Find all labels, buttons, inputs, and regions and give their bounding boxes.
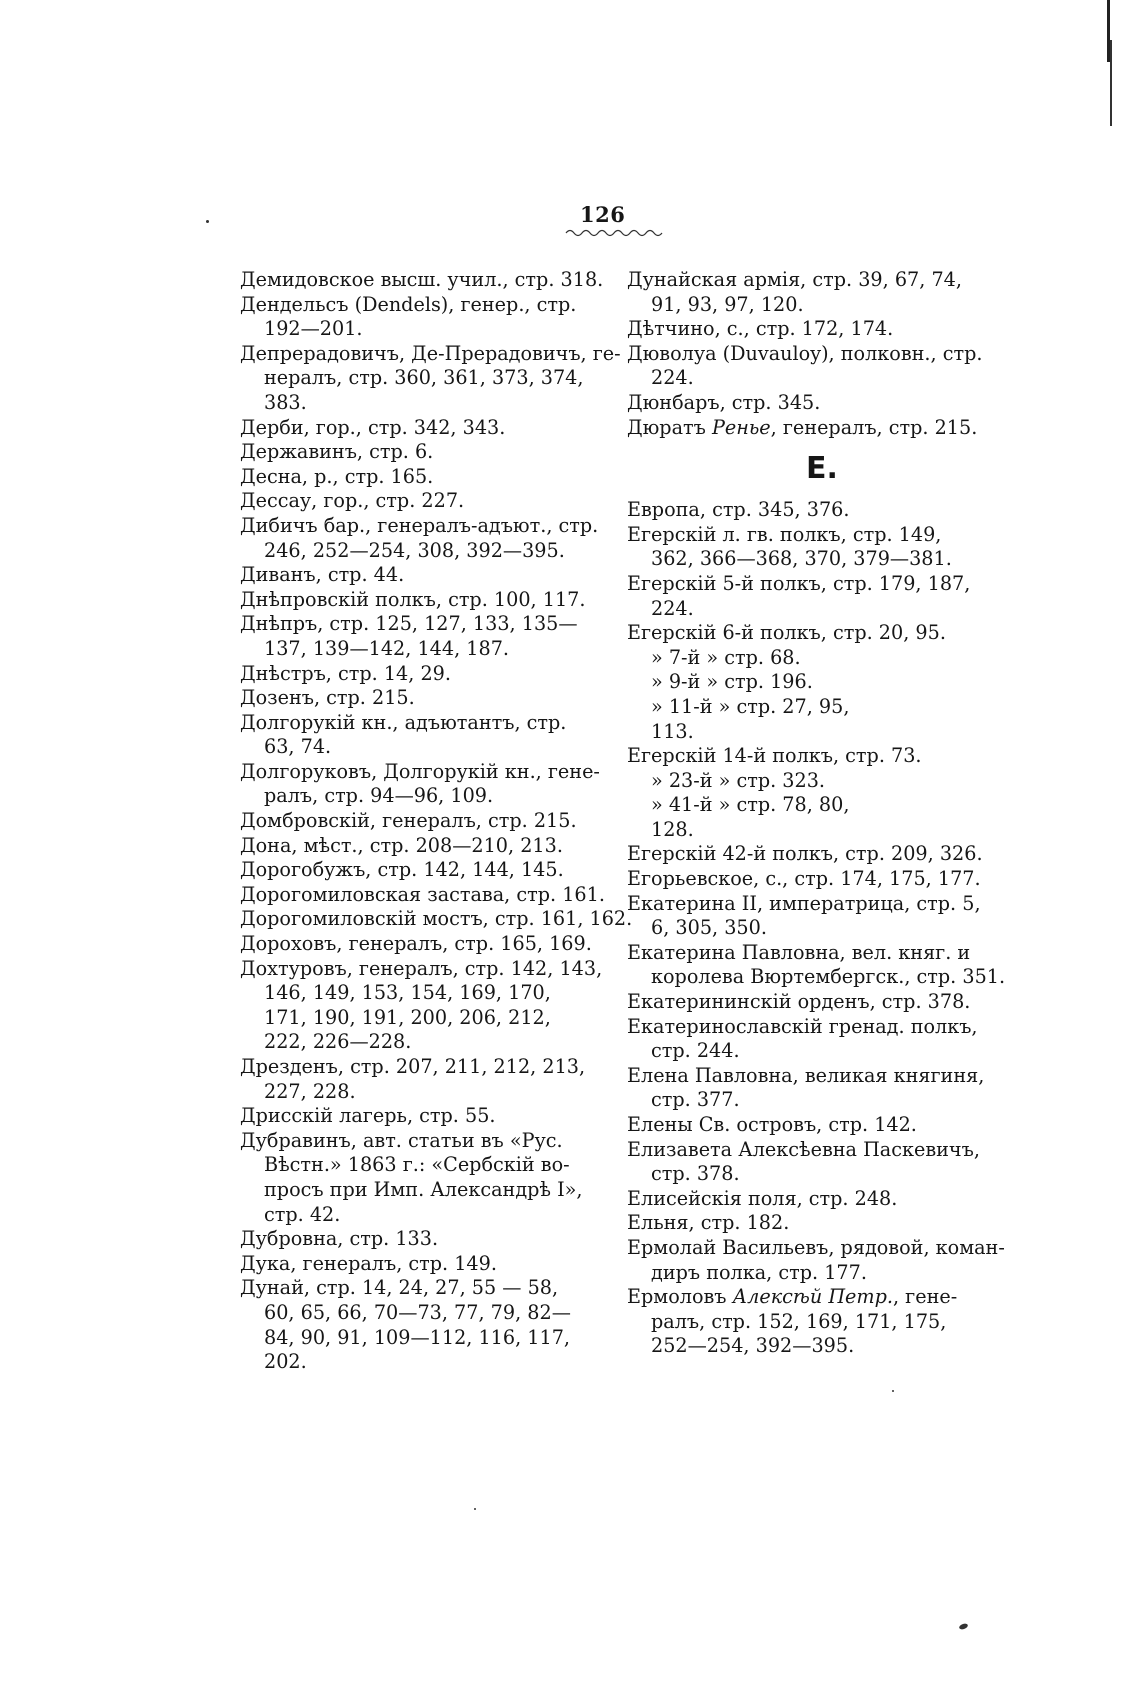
index-entry: Дрисскій лагерь, стр. 55. [240,1104,496,1128]
index-entry: Демидовское высш. учил., стр. 318. [240,268,604,291]
index-entry: Дюнбаръ, стр. 345. [627,390,821,414]
index-entry: Дюволуа (Duvauloy), полковн., стр. [627,341,983,365]
index-entry: Дохтуровъ, генералъ, стр. 142, 143, [240,956,603,980]
index-entry: Дука, генералъ, стр. 149. [240,1251,497,1275]
ink-speck [474,1508,476,1510]
index-entry-continuation: 222, 226—228. [264,1030,412,1054]
index-entry-continuation: стр. 377. [651,1088,740,1112]
index-entry-continuation: 63, 74. [264,735,332,759]
entry-text: Ермоловъ [627,1285,733,1309]
index-entry: Ермолай Васильевъ, рядовой, коман- [627,1235,1005,1259]
index-entry: Дѣтчино, с., стр. 172, 174. [627,317,894,341]
index-entry: Егорьевское, с., стр. 174, 175, 177. [627,867,981,891]
index-entry: Десна, р., стр. 165. [240,464,434,488]
index-entry: Дороховъ, генералъ, стр. 165, 169. [240,932,592,956]
index-entry-continuation: 146, 149, 153, 154, 169, 170, [264,981,551,1005]
index-entry: Дубравинъ, авт. статьи въ «Рус. [240,1128,563,1152]
index-entry-continuation: стр. 378. [651,1162,740,1186]
index-column-right [627,268,1006,1359]
index-entry-continuation: Вѣстн.» 1863 г.: «Сербскій во- [264,1153,570,1177]
index-entry: Егерскій 5-й полкъ, стр. 179, 187, [627,571,971,595]
index-entry: Елены Св. островъ, стр. 142. [627,1113,917,1136]
index-entry: Егерскій л. гв. полкъ, стр. 149, [627,522,942,546]
index-column-left [240,268,633,1375]
wavy-rule-ornament [564,227,668,239]
index-entry-continuation: » 9-й » стр. 196. [651,670,813,694]
index-entry: Ельня, стр. 182. [627,1211,790,1235]
index-entry-continuation: 171, 190, 191, 200, 206, 212, [264,1005,551,1029]
index-entry: Домбровскій, генералъ, стр. 215. [240,809,577,833]
index-entry-continuation: 224. [651,366,694,390]
index-entry: Егерскій 14-й полкъ, стр. 73. [627,744,922,768]
index-entry: Елизавета Алексѣевна Паскевичъ, [627,1137,980,1161]
index-entry [627,416,987,441]
index-entry: Долгорукій кн., адъютантъ, стр. [240,710,567,734]
index-entry-continuation: » 7-й » стр. 68. [651,645,801,669]
index-entry: Дендельсъ (Dendels), генер., стр. [240,292,577,316]
index-entry: Дунайская армія, стр. 39, 67, 74, [627,268,962,291]
index-entry: Егерскій 6-й полкъ, стр. 20, 95. [627,621,946,645]
entry-italic-text: Ренье [711,415,771,439]
index-entry-continuation: 128. [651,817,694,841]
index-entry: Днѣпровскій полкъ, стр. 100, 117. [240,587,586,611]
index-entry-continuation: ралъ, стр. 94—96, 109. [264,784,494,808]
index-entry: Екатеринославскій гренад. полкъ, [627,1014,978,1038]
index-entry: Долгоруковъ, Долгорукій кн., гене- [240,759,600,783]
index-entry: Егерскій 42-й полкъ, стр. 209, 326. [627,842,983,866]
section-letter-heading: Е. [806,451,838,487]
index-entry-continuation: » 11-й » стр. 27, 95, [651,694,850,718]
index-entry-continuation: 91, 93, 97, 120. [651,292,804,316]
index-entry-continuation: 60, 65, 66, 70—73, 77, 79, 82— [264,1300,571,1324]
index-entry: Державинъ, стр. 6. [240,440,434,464]
ink-speck [892,1390,894,1392]
index-entry-continuation: ралъ, стр. 152, 169, 171, 175, [651,1309,947,1333]
index-entry-continuation: стр. 42. [264,1202,341,1226]
index-entry: Дерби, гор., стр. 342, 343. [240,415,506,439]
index-entry-continuation: королева Вюртембергск., стр. 351. [651,965,1006,989]
index-entry-continuation: стр. 244. [651,1039,740,1063]
index-entry-continuation: 192—201. [264,317,363,341]
index-entry-continuation: 383. [264,390,307,414]
page-number: 126 [580,202,626,227]
index-entry: Дубровна, стр. 133. [240,1227,439,1251]
index-entry: Депрерадовичъ, Де-Прерадовичъ, ге- [240,341,621,365]
index-entry: Екатерина Павловна, вел. княг. и [627,940,971,964]
index-entry: Днѣпръ, стр. 125, 127, 133, 135— [240,612,578,636]
index-entry: Елена Павловна, великая княгиня, [627,1063,985,1087]
index-entry-continuation: 113. [651,719,694,743]
entry-italic-text: Алексѣй Петр. [732,1285,893,1309]
index-entry-continuation: » 41-й » стр. 78, 80, [651,793,850,817]
index-entry-continuation: 224. [651,596,694,620]
index-entry [627,1285,987,1310]
index-entry-continuation: 227, 228. [264,1079,356,1103]
index-entry: Дона, мѣст., стр. 208—210, 213. [240,833,563,857]
index-entry: Екатерина II, императрица, стр. 5, [627,891,981,915]
index-entry: Днѣстръ, стр. 14, 29. [240,661,451,685]
index-entry: Дозенъ, стр. 215. [240,686,415,710]
index-entry: Екатерининскій орденъ, стр. 378. [627,990,971,1014]
entry-text: , гене- [892,1285,958,1309]
index-entry-continuation: 84, 90, 91, 109—112, 116, 117, [264,1325,571,1349]
index-entry-continuation: 6, 305, 350. [651,916,767,940]
ink-speck [958,1623,968,1631]
index-entry: Дессау, гор., стр. 227. [240,489,465,513]
index-entry-continuation: диръ полка, стр. 177. [651,1260,867,1284]
entry-text: , генералъ, стр. 215. [770,415,978,439]
entry-text: Дюратъ [627,415,712,439]
index-entry-continuation: 202. [264,1350,307,1374]
index-entry: Европа, стр. 345, 376. [627,498,850,522]
index-entry-continuation: 362, 366—368, 370, 379—381. [651,547,952,571]
index-entry: Диванъ, стр. 44. [240,563,405,587]
page-edge-mark [1110,40,1112,126]
index-entry-continuation: 246, 252—254, 308, 392—395. [264,538,565,562]
index-entry-continuation: 252—254, 392—395. [651,1334,855,1358]
index-entry-continuation: 137, 139—142, 144, 187. [264,636,509,660]
index-entry: Дунай, стр. 14, 24, 27, 55 — 58, [240,1276,559,1300]
index-entry-continuation: нералъ, стр. 360, 361, 373, 374, [264,366,584,390]
index-entry: Елисейскія поля, стр. 248. [627,1186,898,1210]
index-entry-continuation: » 23-й » стр. 323. [651,768,826,792]
index-entry: Дибичъ бар., генералъ-адъют., стр. [240,513,599,537]
index-entry-continuation: просъ при Имп. Александрѣ I», [264,1177,583,1201]
index-entry: Дорогомиловская застава, стр. 161. [240,882,605,906]
index-entry: Дрезденъ, стр. 207, 211, 212, 213, [240,1055,586,1078]
ink-speck [206,220,209,223]
index-entry: Дорогомиловскій мостъ, стр. 161, 162. [240,907,633,931]
index-entry: Дорогобужъ, стр. 142, 144, 145. [240,858,564,882]
